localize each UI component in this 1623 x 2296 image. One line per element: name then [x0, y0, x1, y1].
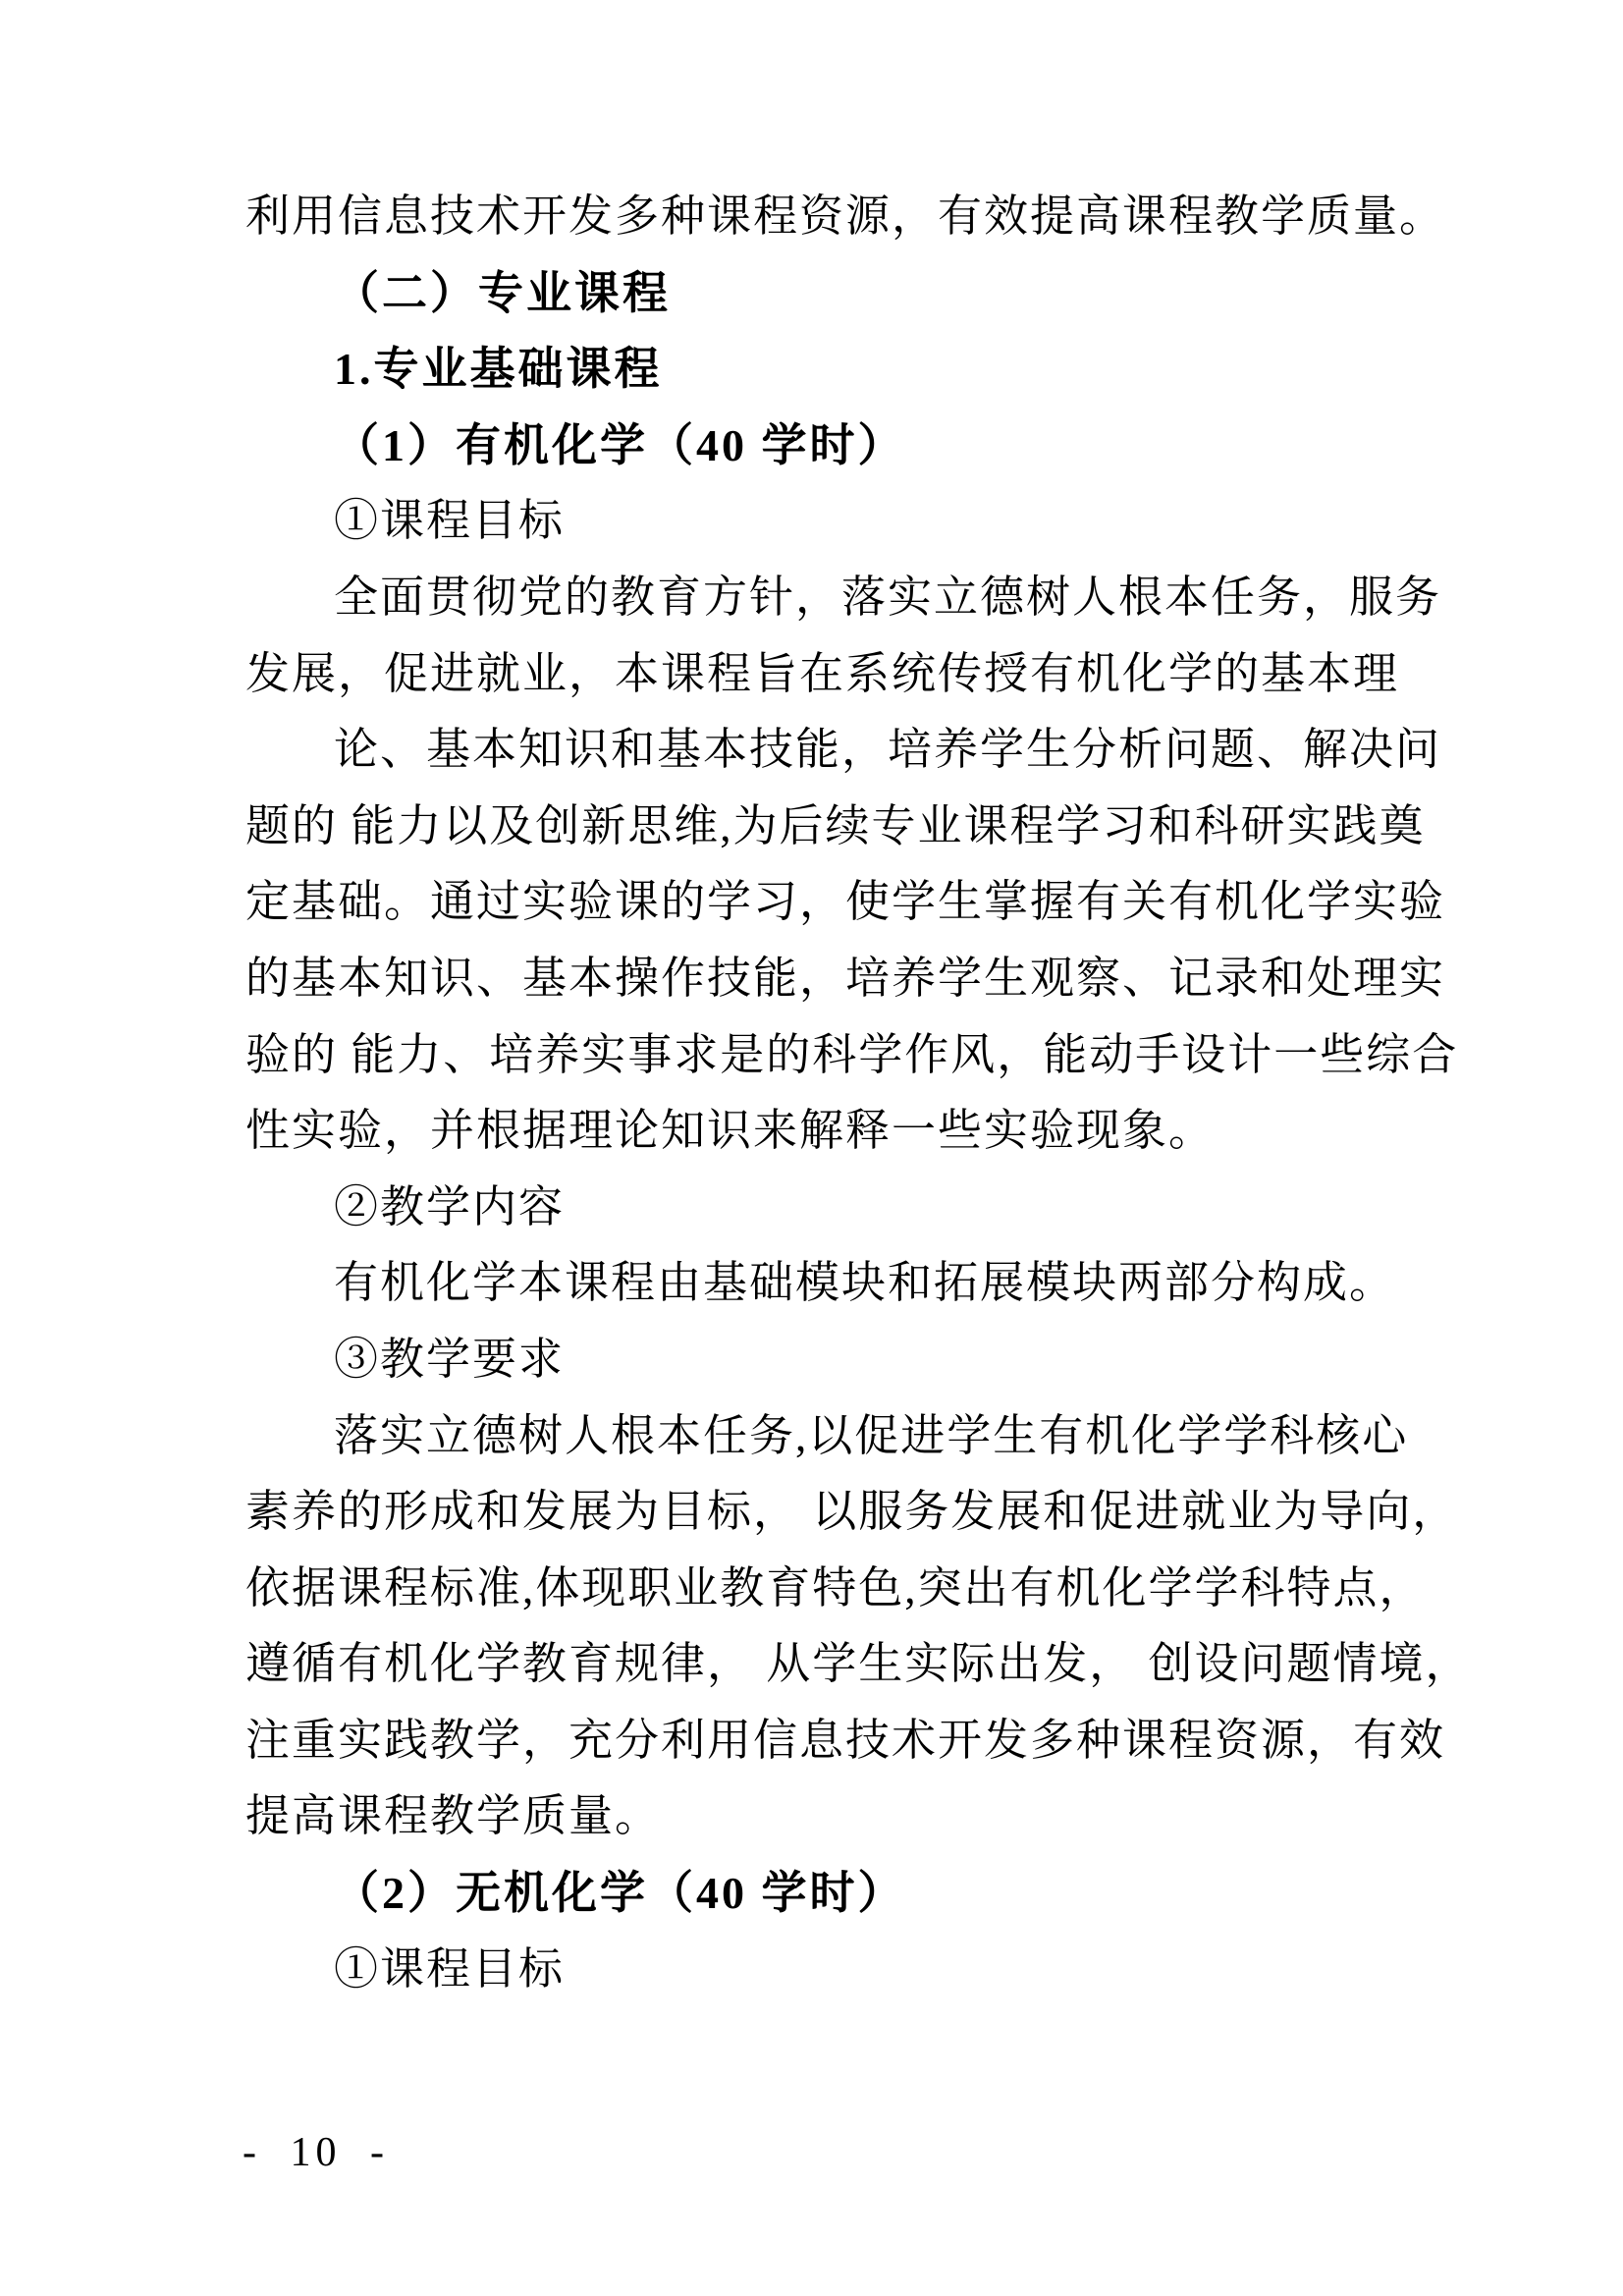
- text-line: 落实立德树人根本任务,以促进学生有机化学学科核心: [334, 1410, 1409, 1460]
- text-line: 依据课程标准,体现职业教育特色,突出有机化学学科特点，: [245, 1562, 1426, 1613]
- text-line: 提高课程教学质量。: [245, 1791, 662, 1841]
- text-line: 性实验，并根据理论知识来解释一些实验现象。: [245, 1106, 1216, 1156]
- text-line: ②教学内容: [334, 1181, 566, 1231]
- text-line: （1）有机化学（40 学时）: [334, 419, 906, 470]
- text-line: 论、基本知识和基本技能，培养学生分析问题、解决问: [334, 725, 1442, 775]
- text-line: 1.专业基础课程: [334, 344, 663, 395]
- text-line: 验的 能力、培养实事求是的科学作风，能动手设计一些综合: [245, 1029, 1459, 1079]
- text-line: 全面贯彻党的教育方针，落实立德树人根本任务，服务: [334, 572, 1442, 622]
- text-block: [245, 179, 1472, 2007]
- text-line: 的基本知识、基本操作技能，培养学生观察、记录和处理实: [245, 953, 1446, 1003]
- text-line: （2）无机化学（40 学时）: [334, 1868, 906, 1919]
- text-line: ①课程目标: [334, 496, 566, 546]
- text-line: 发展，促进就业，本课程旨在系统传授有机化学的基本理: [245, 648, 1400, 698]
- text-line: 定基础。通过实验课的学习，使学生掌握有关有机化学实验: [245, 877, 1446, 927]
- text-line: 有机化学本课程由基础模块和拓展模块两部分构成。: [334, 1258, 1396, 1308]
- text-line: 遵循有机化学教育规律， 从学生实际出发， 创设问题情境，: [245, 1639, 1472, 1689]
- page-number: - 10 -: [243, 2130, 389, 2175]
- text-line: ①课程目标: [334, 1943, 566, 1994]
- text-line: 利用信息技术开发多种课程资源，有效提高课程教学质量。: [245, 191, 1446, 241]
- text-line: 题的 能力以及创新思维,为后续专业课程学习和科研实践奠: [245, 800, 1426, 850]
- text-line: （二）专业课程: [334, 267, 671, 318]
- text-line: 素养的形成和发展为目标， 以服务发展和促进就业为导向，: [245, 1487, 1459, 1537]
- text-line: ③教学要求: [334, 1334, 566, 1384]
- text-line: 注重实践教学，充分利用信息技术开发多种课程资源，有效: [245, 1715, 1446, 1765]
